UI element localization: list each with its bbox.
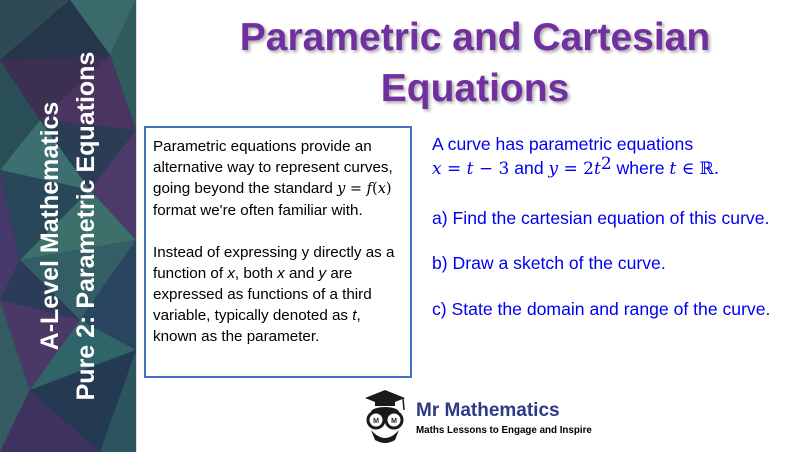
math-open-paren: ( — [372, 181, 378, 197]
eq-in-reals: ∈ ℝ. — [676, 159, 720, 179]
eq-where: where — [611, 158, 670, 178]
intro-p2-x2: x — [277, 265, 285, 282]
math-equals: = — [345, 181, 367, 197]
question-part-a: a) Find the cartesian equation of this curve. — [432, 208, 770, 228]
sidebar-line-level: A-Level Mathematics — [36, 101, 64, 351]
question-equations — [432, 156, 792, 181]
eq-t3: t — [669, 159, 677, 179]
eq-x-equals: = — [441, 159, 467, 179]
sidebar-course-title — [32, 0, 104, 452]
question-part-c: c) State the domain and range of the curve. — [432, 299, 771, 319]
eq-x-tail: − 3 — [473, 159, 510, 179]
eq-y: y — [548, 159, 559, 179]
logo-letter-right: M — [391, 418, 397, 425]
eq-t2: t — [594, 159, 601, 179]
intro-p1-text-a: Parametric equations provide an alternative way to represent curves, going beyond the standard — [153, 138, 393, 197]
math-f: f — [366, 181, 373, 197]
intro-p2-and: and — [284, 265, 319, 282]
question-stem: A curve has parametric equations — [432, 134, 694, 154]
intro-p2-t: t — [352, 307, 357, 324]
intro-p2-y: y — [318, 265, 327, 282]
page-title — [150, 12, 800, 114]
intro-p1-text-b: format we're often familiar with. — [153, 202, 363, 219]
mr-mathematics-logo — [361, 388, 409, 444]
sidebar-banner — [0, 0, 136, 452]
eq-exponent: 2 — [600, 154, 612, 174]
math-y: y — [337, 181, 346, 197]
math-x: x — [377, 181, 386, 197]
intro-paragraph-2 — [153, 242, 400, 347]
eq-y-equals: = 2 — [558, 159, 594, 179]
intro-paragraph-1 — [153, 136, 400, 221]
title-line-2: Equations — [380, 67, 570, 110]
sidebar-divider — [136, 0, 137, 452]
brand-name: Mr Mathematics — [416, 400, 560, 421]
intro-p2-text-d: , known as the parameter. — [153, 307, 361, 345]
brand-tagline: Maths Lessons to Engage and Inspire — [416, 425, 592, 436]
eq-x: x — [432, 159, 442, 179]
intro-text-box — [144, 126, 412, 378]
eq-and: and — [509, 158, 549, 178]
intro-p2-text-a: Instead of expressing y directly as a function of — [153, 244, 395, 282]
intro-p2-x: x — [227, 265, 235, 282]
sidebar-line-unit: Pure 2: Parametric Equations — [72, 51, 100, 401]
intro-p2-text-b: , both — [234, 265, 278, 282]
intro-p2-text-c: are expressed as functions of a third variable, typically denoted as — [153, 265, 372, 324]
eq-t1: t — [466, 159, 474, 179]
question-part-b: b) Draw a sketch of the curve. — [432, 253, 666, 273]
math-close-paren: ) — [385, 181, 392, 197]
logo-letter-left: M — [373, 418, 379, 425]
question-panel — [432, 132, 792, 321]
title-line-1: Parametric and Cartesian — [239, 16, 711, 59]
